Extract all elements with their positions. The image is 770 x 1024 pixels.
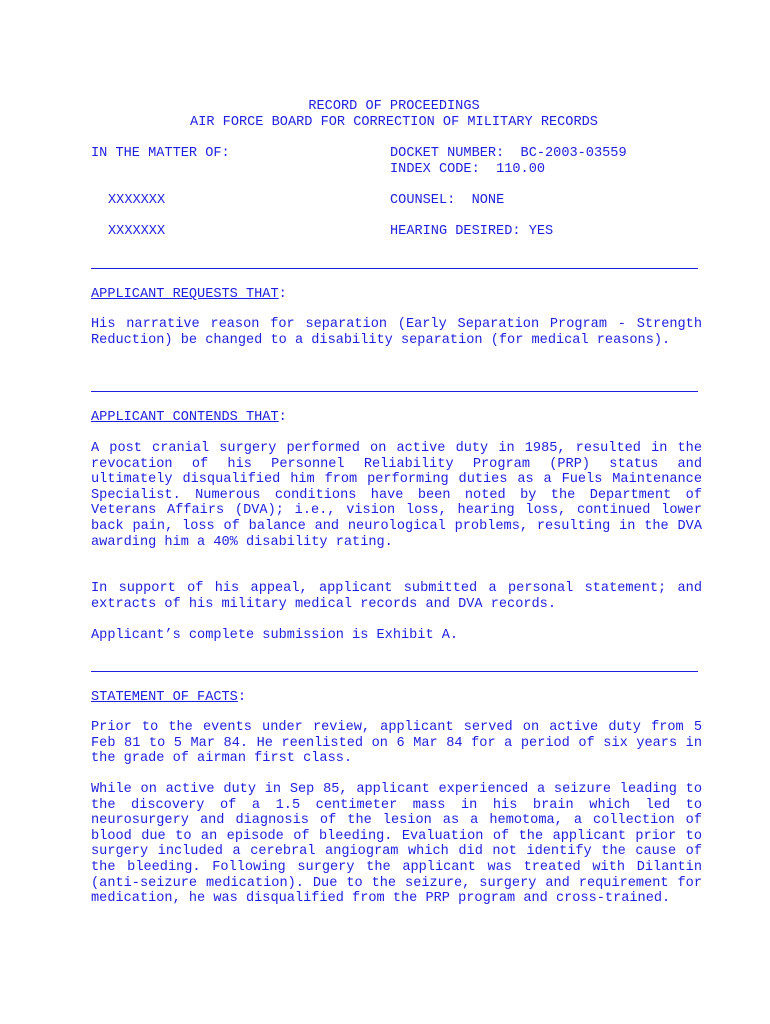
- counsel-line: [390, 193, 504, 209]
- divider-2: [91, 391, 698, 392]
- contends-paragraph-2: In support of his appeal, applicant submitted a personal statement; and extracts of his military medical records and DVA records.: [91, 581, 702, 612]
- facts-heading: STATEMENT OF FACTS:: [91, 690, 247, 705]
- docket-value: BC-2003-03559: [520, 146, 627, 161]
- divider-3: [91, 671, 698, 672]
- contends-paragraph-1: A post cranial surgery performed on active duty in 1985, resulted in the revocation of his Personnel Reliability Program (PRP) status and ultimately disqualified him from performing duties as a Fuels Maintenance Specialist. Numerous conditions have been noted by the Department of Veterans Affairs (DVA); i.e., vision loss, hearing loss, continued lower back pain, loss of balance and neurological problems, resulting in the DVA awarding him a 40% disability rating.: [91, 441, 702, 550]
- counsel-label: COUNSEL:: [390, 193, 456, 208]
- matter-label: IN THE MATTER OF:: [91, 146, 230, 161]
- applicant-name-1: XXXXXXX: [108, 193, 166, 208]
- hearing-label: HEARING DESIRED:: [390, 224, 521, 239]
- index-label: INDEX CODE:: [390, 162, 480, 177]
- requests-heading: APPLICANT REQUESTS THAT:: [91, 287, 287, 302]
- divider-1: [91, 268, 698, 269]
- board-title: AIR FORCE BOARD FOR CORRECTION OF MILITARY RECORDS: [190, 115, 598, 130]
- requests-paragraph: His narrative reason for separation (Early Separation Program - Strength Reduction) be changed to a disability separation (for medical reasons).: [91, 317, 702, 348]
- counsel-value: NONE: [471, 193, 505, 208]
- index-line: [390, 162, 545, 178]
- contends-paragraph-3: Applicant’s complete submission is Exhibit A.: [91, 628, 459, 643]
- hearing-value: YES: [528, 224, 554, 239]
- record-title: RECORD OF PROCEEDINGS: [308, 99, 480, 114]
- facts-paragraph-1: Prior to the events under review, applicant served on active duty from 5 Feb 81 to 5 Mar 84. He reenlisted on 6 Mar 84 for a period of six years in the grade of airman first class.: [91, 720, 702, 767]
- facts-heading-text: STATEMENT OF FACTS: [91, 690, 238, 705]
- hearing-line: [390, 224, 553, 240]
- requests-heading-text: APPLICANT REQUESTS THAT: [91, 287, 279, 302]
- contends-heading-text: APPLICANT CONTENDS THAT: [91, 410, 279, 425]
- docket-line: [390, 146, 627, 162]
- docket-label: DOCKET NUMBER:: [390, 146, 505, 161]
- contends-heading: APPLICANT CONTENDS THAT:: [91, 410, 287, 425]
- applicant-name-2: XXXXXXX: [108, 224, 166, 239]
- facts-paragraph-2: While on active duty in Sep 85, applicant experienced a seizure leading to the discovery of a 1.5 centimeter mass in his brain which led to neurosurgery and diagnosis of the lesion as a hemotoma, a collection of blood due to an episode of bleeding. Evaluation of the applicant prior to surgery included a cerebral angiogram which did not identify the cause of the bleeding. Following surgery the applicant was treated with Dilantin (anti-seizure medication). Due to the seizure, surgery and requirement for medication, he was disqualified from the PRP program and cross-trained.: [91, 782, 702, 907]
- index-value: 110.00: [496, 162, 546, 177]
